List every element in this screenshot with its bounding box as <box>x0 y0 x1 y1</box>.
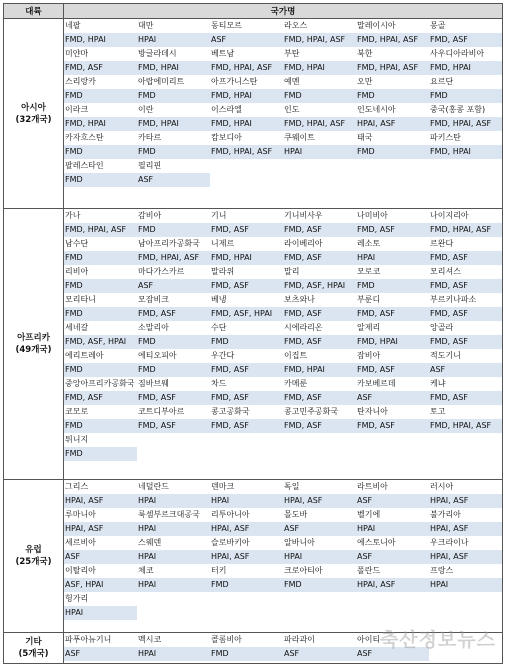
country-name: 폴란드 <box>356 564 429 578</box>
country-cell <box>64 209 503 480</box>
disease-list: FMD, ASF <box>356 223 429 237</box>
disease-list: FMD <box>210 335 283 349</box>
region-name <box>4 209 64 480</box>
empty-cell <box>356 606 429 620</box>
region-row <box>4 480 503 633</box>
disease-list: FMD, HPAI <box>429 61 502 75</box>
region-count: (32개국) <box>15 114 52 125</box>
disease-list: HPAI, ASF <box>429 494 502 508</box>
country-name: 멕시코 <box>137 633 210 647</box>
header-countries: 국가명 <box>64 4 503 19</box>
country-name: 스리랑카 <box>64 75 137 89</box>
disease-list: FMD, HPAI, ASF <box>356 33 429 47</box>
country-name: 모로코 <box>356 265 429 279</box>
country-name: 동티모르 <box>210 19 283 33</box>
header-row <box>4 4 503 19</box>
country-name: 벨기에 <box>356 508 429 522</box>
country-name: 적도기니 <box>429 349 502 363</box>
country-name: 러시아 <box>429 480 502 494</box>
country-name: 몽골 <box>429 19 502 33</box>
country-name: 방글라데시 <box>137 47 210 61</box>
country-name: 태국 <box>356 131 429 145</box>
disease-list: FMD, ASF <box>210 279 283 293</box>
country-grid <box>64 480 502 620</box>
disease-list: HPAI, ASF <box>64 522 137 536</box>
disease-list: FMD, ASF <box>283 307 356 321</box>
country-name: 슬로바키아 <box>210 536 283 550</box>
disease-list: HPAI, ASF <box>283 494 356 508</box>
country-name: 카메룬 <box>283 377 356 391</box>
country-name: 부르키나파소 <box>429 293 502 307</box>
disease-list: FMD, ASF <box>137 391 210 405</box>
disease-list: FMD <box>137 363 210 377</box>
empty-cell <box>429 606 502 620</box>
country-name: 부룬디 <box>356 293 429 307</box>
country-name: 헝가리 <box>64 592 137 606</box>
country-name: 룩셈부르크대공국 <box>137 508 210 522</box>
country-grid <box>64 19 502 187</box>
country-name: 보츠와나 <box>283 293 356 307</box>
country-name: 쿠웨이트 <box>283 131 356 145</box>
disease-list: FMD <box>356 279 429 293</box>
country-name: 세네갈 <box>64 321 137 335</box>
disease-list: FMD, ASF <box>283 251 356 265</box>
disease-list: HPAI <box>283 550 356 564</box>
region-name <box>4 633 64 664</box>
country-name: 우간다 <box>210 349 283 363</box>
country-name: 대만 <box>137 19 210 33</box>
empty-cell <box>356 447 429 461</box>
disease-list: FMD, ASF <box>356 363 429 377</box>
country-name: 마다가스카르 <box>137 265 210 279</box>
empty-cell <box>210 159 283 173</box>
disease-list: HPAI <box>137 647 210 661</box>
disease-list: FMD, ASF <box>137 307 210 321</box>
disease-list: HPAI, ASF <box>210 550 283 564</box>
disease-list: HPAI <box>429 578 502 592</box>
country-name: 리비아 <box>64 265 137 279</box>
disease-list: FMD, HPAI <box>429 145 502 159</box>
disease-list: FMD, HPAI, ASF <box>429 117 502 131</box>
disease-list: HPAI <box>283 145 356 159</box>
disease-list: ASF <box>137 279 210 293</box>
country-name: 오만 <box>356 75 429 89</box>
disease-list: FMD, HPAI, ASF <box>283 117 356 131</box>
disease-list: FMD <box>64 419 137 433</box>
empty-cell <box>283 159 356 173</box>
disease-list: FMD, ASF <box>210 391 283 405</box>
empty-cell <box>429 433 502 447</box>
country-name: 아랍에미리트 <box>137 75 210 89</box>
disease-list: FMD, HPAI, ASF <box>64 223 137 237</box>
disease-list: FMD <box>64 173 137 187</box>
disease-list: ASF <box>210 33 283 47</box>
region-row <box>4 19 503 209</box>
country-name: 모리셔스 <box>429 265 502 279</box>
disease-list: ASF <box>356 391 429 405</box>
disease-list: FMD, ASF <box>429 307 502 321</box>
country-name: 수단 <box>210 321 283 335</box>
country-name: 카보베르데 <box>356 377 429 391</box>
country-name: 잠비아 <box>356 349 429 363</box>
empty-cell <box>283 606 356 620</box>
country-name: 이탈리아 <box>64 564 137 578</box>
country-name: 남아프리카공화국 <box>137 237 210 251</box>
disease-list: FMD, HPAI <box>137 117 210 131</box>
country-name: 북한 <box>356 47 429 61</box>
disease-list: FMD, HPAI <box>210 89 283 103</box>
disease-list: HPAI, ASF <box>210 522 283 536</box>
disease-list: HPAI, ASF <box>429 522 502 536</box>
country-name: 리투아니아 <box>210 508 283 522</box>
country-name: 말레이시아 <box>356 19 429 33</box>
disease-list: FMD, ASF <box>429 279 502 293</box>
empty-cell <box>283 592 356 606</box>
country-name: 이스라엘 <box>210 103 283 117</box>
country-name: 프랑스 <box>429 564 502 578</box>
country-name: 라오스 <box>283 19 356 33</box>
disease-list: ASF, HPAI <box>64 578 137 592</box>
country-name: 콩고공화국 <box>210 405 283 419</box>
country-name: 불가리아 <box>429 508 502 522</box>
country-name: 토고 <box>429 405 502 419</box>
disease-list: FMD, ASF <box>356 419 429 433</box>
region-label: 아프리카 <box>17 333 50 343</box>
country-name: 크로아티아 <box>283 564 356 578</box>
country-name: 인도 <box>283 103 356 117</box>
empty-cell <box>283 447 356 461</box>
disease-list: ASF <box>283 647 356 661</box>
disease-list: FMD, ASF <box>429 391 502 405</box>
country-name: 독일 <box>283 480 356 494</box>
disease-list: HPAI <box>137 494 210 508</box>
empty-cell <box>137 592 210 606</box>
disease-list: FMD, ASF <box>283 391 356 405</box>
country-name: 에리트레아 <box>64 349 137 363</box>
disease-list: FMD, HPAI, ASF <box>429 419 502 433</box>
country-name: 파푸아뉴기니 <box>64 633 137 647</box>
disease-list: ASF <box>64 550 137 564</box>
country-name: 시에라리온 <box>283 321 356 335</box>
disease-list: FMD, HPAI, ASF <box>210 61 283 75</box>
country-name: 소말리아 <box>137 321 210 335</box>
country-name: 요르단 <box>429 75 502 89</box>
disease-list: FMD <box>283 89 356 103</box>
country-name: 코트디부아르 <box>137 405 210 419</box>
disease-list: ASF <box>64 647 137 661</box>
country-name: 케냐 <box>429 377 502 391</box>
country-name: 말리 <box>283 265 356 279</box>
disease-list: FMD, HPAI <box>210 117 283 131</box>
disease-list: ASF <box>137 173 210 187</box>
empty-cell <box>210 606 283 620</box>
disease-list: FMD <box>64 145 137 159</box>
disease-list: FMD, HPAI <box>283 363 356 377</box>
country-cell <box>64 480 503 633</box>
watermark: 축산정보뉴스 <box>379 629 496 651</box>
country-name: 캄보디아 <box>210 131 283 145</box>
country-name: 아프가니스탄 <box>210 75 283 89</box>
country-name: 인도네시아 <box>356 103 429 117</box>
disease-list: HPAI <box>64 606 137 620</box>
country-name: 중앙아프리카공화국 <box>64 377 137 391</box>
region-label: 아시아 <box>21 102 46 113</box>
region-label: 기타 <box>25 637 42 647</box>
disease-list: HPAI, ASF <box>356 578 429 592</box>
empty-cell <box>356 592 429 606</box>
country-name: 가나 <box>64 209 137 223</box>
disease-list: HPAI <box>137 522 210 536</box>
table-body <box>4 19 503 664</box>
country-name: 사우디아라비아 <box>429 47 502 61</box>
country-name: 코모로 <box>64 405 137 419</box>
empty-cell <box>356 159 429 173</box>
region-count: (25개국) <box>15 557 52 567</box>
country-table <box>3 3 503 664</box>
country-name: 네팔 <box>64 19 137 33</box>
country-name: 베냉 <box>210 293 283 307</box>
disease-list: FMD, ASF <box>210 363 283 377</box>
disease-list: FMD <box>137 145 210 159</box>
disease-list: ASF <box>283 522 356 536</box>
empty-cell <box>429 592 502 606</box>
disease-list: FMD, HPAI <box>137 61 210 75</box>
country-name: 레소토 <box>356 237 429 251</box>
disease-list: FMD, ASF <box>137 419 210 433</box>
country-name: 알바니아 <box>283 536 356 550</box>
country-name: 튀니지 <box>64 433 137 447</box>
country-name: 미얀마 <box>64 47 137 61</box>
country-cell <box>64 19 503 209</box>
disease-list: FMD <box>283 578 356 592</box>
disease-list: HPAI <box>356 251 429 265</box>
country-name: 에티오피아 <box>137 349 210 363</box>
country-name: 터키 <box>210 564 283 578</box>
country-name: 모잠비크 <box>137 293 210 307</box>
country-name: 모리타니 <box>64 293 137 307</box>
disease-list: FMD, ASF <box>429 335 502 349</box>
empty-cell <box>137 433 210 447</box>
country-name: 알제리 <box>356 321 429 335</box>
country-name: 니제르 <box>210 237 283 251</box>
empty-cell <box>356 173 429 187</box>
empty-cell <box>137 606 210 620</box>
country-name: 감비아 <box>137 209 210 223</box>
empty-cell <box>210 433 283 447</box>
region-count: (5개국) <box>18 649 49 659</box>
empty-cell <box>429 173 502 187</box>
disease-list: ASF <box>356 647 429 661</box>
disease-list: FMD, ASF <box>283 223 356 237</box>
disease-list: FMD, HPAI, ASF <box>356 61 429 75</box>
country-name: 아이티 <box>356 633 429 647</box>
country-name: 카자흐스탄 <box>64 131 137 145</box>
region-row <box>4 209 503 480</box>
disease-list: FMD, ASF <box>64 391 137 405</box>
disease-list: HPAI, ASF <box>356 117 429 131</box>
empty-cell <box>210 173 283 187</box>
country-name: 필리핀 <box>137 159 210 173</box>
country-name: 말라위 <box>210 265 283 279</box>
disease-list: FMD, ASF, HPAI <box>283 279 356 293</box>
region-count: (49개국) <box>15 345 52 355</box>
header-region: 대륙 <box>4 4 64 19</box>
disease-list: FMD <box>137 335 210 349</box>
country-name: 나미비아 <box>356 209 429 223</box>
country-name: 이라크 <box>64 103 137 117</box>
empty-cell <box>429 159 502 173</box>
disease-list: FMD, HPAI <box>210 251 283 265</box>
country-name: 기니 <box>210 209 283 223</box>
country-name: 콜롬비아 <box>210 633 283 647</box>
disease-list: FMD <box>210 578 283 592</box>
disease-list: FMD, HPAI <box>356 335 429 349</box>
empty-cell <box>283 433 356 447</box>
disease-list: FMD, HPAI <box>64 33 137 47</box>
disease-list: FMD, HPAI, ASF <box>210 145 283 159</box>
disease-list: FMD <box>64 307 137 321</box>
disease-list: HPAI <box>356 522 429 536</box>
country-name: 차드 <box>210 377 283 391</box>
country-name: 파라과이 <box>283 633 356 647</box>
country-name: 남수단 <box>64 237 137 251</box>
country-name: 스웨덴 <box>137 536 210 550</box>
country-name: 세르비아 <box>64 536 137 550</box>
disease-list: FMD <box>356 89 429 103</box>
region-name <box>4 19 64 209</box>
country-name: 베트남 <box>210 47 283 61</box>
disease-list: HPAI, ASF <box>429 550 502 564</box>
country-name: 우크라이나 <box>429 536 502 550</box>
country-name: 덴마크 <box>210 480 283 494</box>
disease-list: FMD, ASF <box>210 223 283 237</box>
empty-cell <box>283 173 356 187</box>
disease-list: FMD <box>210 647 283 661</box>
country-name: 그리스 <box>64 480 137 494</box>
empty-cell <box>137 447 210 461</box>
disease-list: HPAI, ASF <box>64 494 137 508</box>
disease-list: FMD, ASF <box>429 33 502 47</box>
disease-list: FMD <box>137 223 210 237</box>
country-name: 짐바브웨 <box>137 377 210 391</box>
disease-list: FMD, ASF <box>210 419 283 433</box>
country-name: 나이지리아 <box>429 209 502 223</box>
country-name: 파키스탄 <box>429 131 502 145</box>
empty-cell <box>429 447 502 461</box>
country-name: 중국(홍콩 포함) <box>429 103 502 117</box>
disease-list: FMD <box>64 447 137 461</box>
disease-list: FMD, HPAI <box>283 61 356 75</box>
disease-list: HPAI <box>137 33 210 47</box>
empty-cell <box>356 433 429 447</box>
country-name: 라트비아 <box>356 480 429 494</box>
country-name: 이란 <box>137 103 210 117</box>
disease-list: FMD <box>64 279 137 293</box>
disease-list: FMD <box>64 251 137 265</box>
country-name: 기니비사우 <box>283 209 356 223</box>
region-name <box>4 480 64 633</box>
country-name: 부탄 <box>283 47 356 61</box>
disease-list: FMD, ASF, HPAI <box>64 335 137 349</box>
empty-cell <box>210 592 283 606</box>
disease-list: FMD <box>429 89 502 103</box>
region-label: 유럽 <box>25 545 42 555</box>
disease-list: FMD, HPAI, ASF <box>429 223 502 237</box>
country-name: 에스토니아 <box>356 536 429 550</box>
country-name: 체코 <box>137 564 210 578</box>
country-name: 몰도바 <box>283 508 356 522</box>
country-name: 예멘 <box>283 75 356 89</box>
country-name: 이집트 <box>283 349 356 363</box>
disease-list: FMD, ASF, HPAI <box>210 307 283 321</box>
disease-list: ASF <box>356 494 429 508</box>
disease-list: FMD, HPAI, ASF <box>283 33 356 47</box>
country-name: 앙골라 <box>429 321 502 335</box>
empty-cell <box>210 447 283 461</box>
disease-list: FMD <box>64 363 137 377</box>
country-name: 탄자니아 <box>356 405 429 419</box>
country-name: 루마니아 <box>64 508 137 522</box>
country-grid <box>64 209 502 461</box>
disease-list: FMD, HPAI, ASF <box>137 251 210 265</box>
disease-list: FMD <box>356 145 429 159</box>
disease-list: HPAI <box>210 494 283 508</box>
disease-list: FMD, ASF <box>64 61 137 75</box>
disease-list: ASF <box>429 363 502 377</box>
disease-list: FMD <box>137 89 210 103</box>
disease-list: FMD, ASF <box>429 251 502 265</box>
disease-list: HPAI <box>137 578 210 592</box>
disease-list: FMD, HPAI <box>64 117 137 131</box>
country-name: 팔레스타인 <box>64 159 137 173</box>
country-name: 네덜란드 <box>137 480 210 494</box>
disease-list: FMD <box>64 89 137 103</box>
disease-list: HPAI <box>137 550 210 564</box>
country-name: 콩고민주공화국 <box>283 405 356 419</box>
country-name: 라이베리아 <box>283 237 356 251</box>
disease-list: FMD, ASF <box>283 419 356 433</box>
disease-list: FMD, ASF <box>283 335 356 349</box>
disease-list: ASF <box>356 550 429 564</box>
country-name: 카타르 <box>137 131 210 145</box>
disease-list: FMD, ASF <box>356 307 429 321</box>
country-name: 르완다 <box>429 237 502 251</box>
